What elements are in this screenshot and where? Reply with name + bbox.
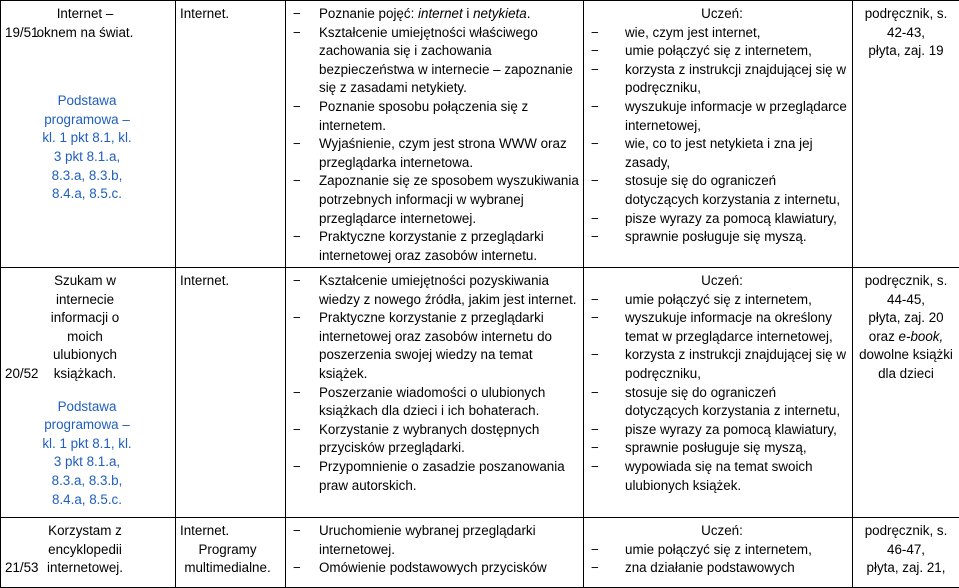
materials-line: płyta, zaj. 21,: [857, 559, 955, 578]
list-item: − korzysta z instrukcji znajdującej się w podręczniku,: [588, 61, 848, 98]
core-curriculum-reference: Podstawa programowa – kl. 1 pkt 8.1, kl. 3 pkt 8.1.a, 8.3.a, 8.3.b, 8.4.a, 8.5.c.: [37, 92, 137, 204]
materials-cell: [853, 268, 959, 518]
materials-line: [857, 328, 955, 347]
materials-cell: [853, 1, 959, 268]
core-curriculum-reference: Podstawa programowa – kl. 1 pkt 8.1, kl. 3 pkt 8.1.a, 8.3.a, 8.3.b, 8.4.a, 8.5.c.: [37, 398, 137, 510]
list-item: − korzysta z instrukcji znajdującej się w podręczniku,: [588, 346, 848, 383]
list-item: − Kształcenie umiejętności właściwego zachowania się i zachowania bezpieczeństwa w internecie – zapoznanie się z zasadami netykiety.: [290, 24, 579, 98]
table-row: [1, 1, 959, 268]
materials-ebook: e-book,: [899, 329, 944, 344]
materials-line: płyta, zaj. 20: [857, 309, 955, 328]
tool-label: Internet.: [180, 5, 281, 24]
list-item: − zna działanie podstawowych: [588, 559, 848, 578]
lesson-topic: Szukam w internecie informacji o moich ulubionych książkach.: [35, 272, 135, 384]
lesson-topic: Internet – oknem na świat.: [35, 5, 135, 42]
list-item: − wie, co to jest netykieta i zna jej zasady,: [588, 135, 848, 172]
list-item: − Poznanie pojęć: internet i netykieta.: [290, 5, 579, 24]
goals-cell: [286, 518, 584, 588]
list-item: − Praktyczne korzystanie z przeglądarki internetowej oraz zasobów internetu do poszerzenia swojej wiedzy na temat książek.: [290, 309, 579, 383]
list-item: − Poznanie sposobu połączenia się z internetem.: [290, 98, 579, 135]
tool-cell: [176, 268, 286, 518]
lesson-number: 19/51: [5, 24, 35, 43]
list-item: − Uruchomienie wybranej przeglądarki internetowej.: [290, 522, 579, 559]
table-row: [1, 268, 959, 518]
tool-label: Internet.: [180, 272, 281, 291]
student-label: Uczeń:: [596, 522, 848, 541]
list-item: − stosuje się do ograniczeń dotyczących korzystania z internetu,: [588, 384, 848, 421]
list-item: − sprawnie posługuje się myszą,: [588, 439, 848, 458]
goals-cell: [286, 1, 584, 268]
materials-line: podręcznik, s. 46-47,: [857, 522, 955, 559]
goals-list: [290, 5, 579, 265]
list-item: − Praktyczne korzystanie z przeglądarki internetowej oraz zasobów internetu.: [290, 228, 579, 265]
list-item: − Omówienie podstawowych przycisków: [290, 559, 579, 578]
term: internet: [418, 6, 463, 21]
student-label: Uczeń:: [596, 5, 848, 24]
list-item: − wyszukuje informacje w przeglądarce internetowej,: [588, 98, 848, 135]
list-item: − wie, czym jest internet,: [588, 24, 848, 43]
lesson-topic: Korzystam z encyklopedii internetowej.: [35, 522, 135, 578]
outcomes-list: [588, 24, 848, 247]
table-row: [1, 518, 959, 588]
list-item: − umie połączyć się z internetem,: [588, 541, 848, 560]
list-item: − wyszukuje informacje na określony temat w przeglądarce internetowej,: [588, 309, 848, 346]
list-item: − pisze wyrazy za pomocą klawiatury,: [588, 421, 848, 440]
outcomes-cell: [584, 518, 853, 588]
materials-cell: [853, 518, 959, 588]
lesson-topic-cell: [1, 1, 176, 268]
lesson-number: 21/53: [5, 559, 35, 578]
outcomes-cell: [584, 1, 853, 268]
goals-cell: [286, 268, 584, 518]
lesson-topic-cell: [1, 518, 176, 588]
materials-line: płyta, zaj. 19: [857, 42, 955, 61]
tool-cell: [176, 1, 286, 268]
list-item: − pisze wyrazy za pomocą klawiatury,: [588, 210, 848, 229]
materials-line: dowolne książki dla dzieci: [857, 346, 955, 383]
materials-text: oraz: [869, 329, 899, 344]
tool-label: Internet.: [180, 522, 281, 541]
list-item: − Korzystanie z wybranych dostępnych przycisków przeglądarki.: [290, 421, 579, 458]
materials-line: podręcznik, s. 44-45,: [857, 272, 955, 309]
list-item: − Wyjaśnienie, czym jest strona WWW oraz przeglądarka internetowa.: [290, 135, 579, 172]
list-item: − wypowiada się na temat swoich ulubionych książek.: [588, 458, 848, 495]
list-item: − stosuje się do ograniczeń dotyczących korzystania z internetu,: [588, 172, 848, 209]
list-item: − Kształcenie umiejętności pozyskiwania wiedzy z nowego źródła, jakim jest internet.: [290, 272, 579, 309]
outcomes-cell: [584, 268, 853, 518]
materials-line: podręcznik, s. 42-43,: [857, 5, 955, 42]
tool-cell: [176, 518, 286, 588]
list-item: − Poszerzanie wiadomości o ulubionych książkach dla dzieci i ich bohaterach.: [290, 384, 579, 421]
lesson-topic-cell: [1, 268, 176, 518]
outcomes-list: [588, 541, 848, 578]
list-item: − umie połączyć się z internetem,: [588, 291, 848, 310]
goals-list: [290, 522, 579, 578]
term: netykieta: [473, 6, 527, 21]
outcomes-list: [588, 291, 848, 496]
tool-label-2: Programy multimedialne.: [180, 541, 275, 578]
list-item: − sprawnie posługuje się myszą.: [588, 228, 848, 247]
student-label: Uczeń:: [596, 272, 848, 291]
goal-part: Poznanie pojęć:: [319, 6, 418, 21]
list-item: − umie połączyć się z internetem,: [588, 42, 848, 61]
lesson-number: 20/52: [5, 365, 35, 384]
goals-list: [290, 272, 579, 495]
list-item: − Przypomnienie o zasadzie poszanowania praw autorskich.: [290, 458, 579, 495]
list-item: − Zapoznanie się ze sposobem wyszukiwania potrzebnych informacji w wybranej przeglądarce internetowej.: [290, 172, 579, 228]
